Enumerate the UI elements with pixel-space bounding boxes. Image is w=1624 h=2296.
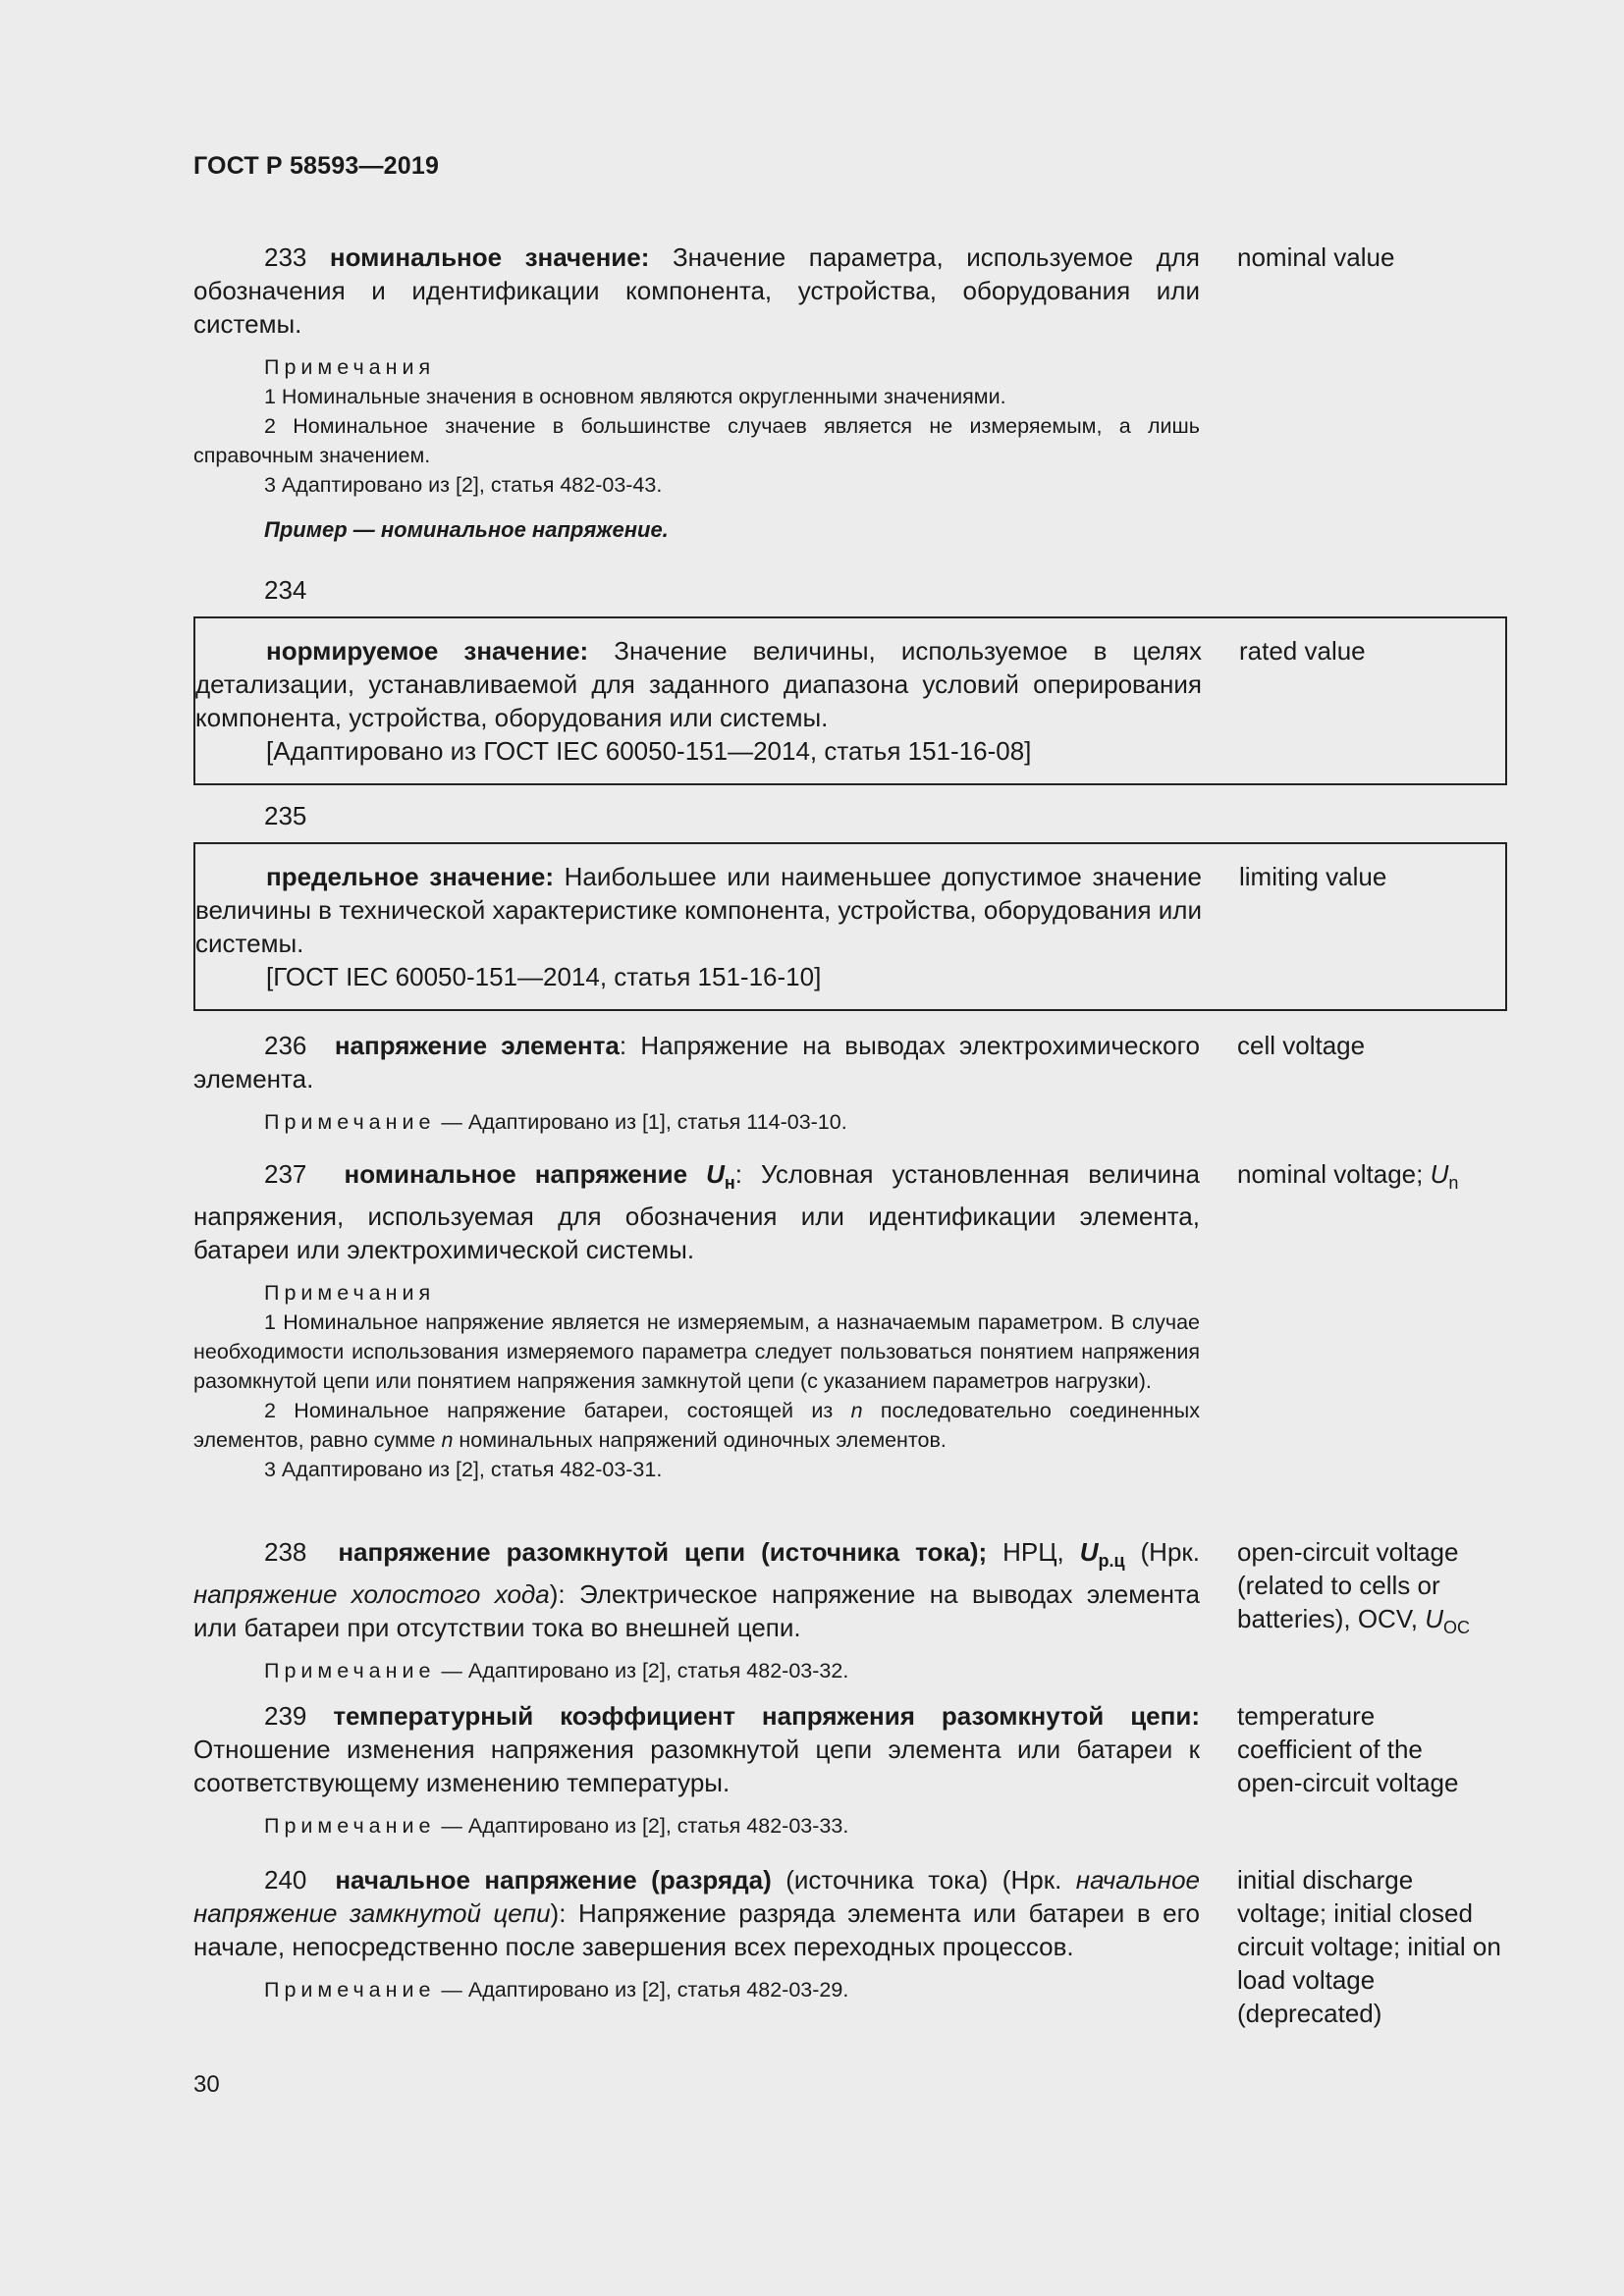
term: нормируемое значение: [266, 636, 589, 666]
term: номинальное напряжение [344, 1159, 707, 1189]
definition: предельное значение: Наибольшее или наименьшее допустимое значение величины в технической характеристике компонента, устройства, оборудования или системы. [195, 862, 1202, 958]
note: Примечание — Адаптировано из [2], статья 482-03-32. [264, 1659, 849, 1683]
term: начальное напряжение (разряда) [335, 1865, 772, 1895]
example: Пример — номинальное напряжение. [264, 517, 669, 542]
deprecated-term: начальное напряжение замкнутой цепи [193, 1865, 1200, 1928]
entry-235-box [193, 842, 1507, 1011]
note: Примечание — Адаптировано из [2], статья 482-03-29. [264, 1978, 849, 2002]
english-term: open-circuit voltage (related to cells or batteries), OCV, $U_{OC}$ [1237, 1537, 1471, 1638]
definition: 238 напряжение разомкнутой цепи (источника тока); НРЦ, $U_{р.ц}$ (Нрк. напряжение холостого хода): Электрическое напряжение на выводах элемента или батареи при отсутствии тока во внешней цепи. [193, 1537, 1200, 1643]
term: номинальное значение: [329, 242, 650, 272]
symbol: U [1079, 1537, 1099, 1567]
definition: 233 номинальное значение: Значение параметра, используемое для обозначения и идентификации компонента, устройства, оборудования или системы. [193, 242, 1200, 339]
entry-234-box [193, 616, 1507, 785]
note: Примечание — Адаптировано из [2], статья 482-03-33. [264, 1814, 849, 1838]
entry-number-234: 234 [264, 575, 307, 605]
document-header: ГОСТ Р 58593—2019 [193, 152, 440, 180]
definition: 239 температурный коэффициент напряжения разомкнутой цепи: Отношение изменения напряжения разомкнутой цепи элемента или батареи к соответствующему изменению температуры. [193, 1701, 1200, 1797]
page-number: 30 [193, 2071, 220, 2098]
term: предельное значение: [266, 862, 554, 891]
notes: Примечания 1 Номинальное напряжение является не измеряемым, а назначаемым параметром. В случае необходимости использования измеряемого параметра следует пользоваться понятием напряжения разомкнутой цепи или понятием напряжения замкнутой цепи (с указанием параметров нагрузки). 2 Номинальное напряжение батареи, состоящей из n последовательно соединенных элементов, равно сумме n номинальных напряжений одиночных элементов. 3 Адаптировано из [2], статья 482-03-31. [193, 1281, 1200, 1482]
english-term: rated value [1239, 636, 1366, 666]
definition: 236 напряжение элемента: Напряжение на выводах электрохимического элемента. [193, 1031, 1200, 1094]
english-term: initial discharge voltage; initial closed circuit voltage; initial on load voltage (deprecated) [1237, 1865, 1501, 2028]
source: [ГОСТ IEC 60050-151—2014, статья 151-16-10] [266, 962, 822, 991]
term: напряжение элемента [334, 1031, 620, 1060]
english-term: nominal voltage; $U_n$ [1237, 1159, 1459, 1194]
source: [Адаптировано из ГОСТ IEC 60050-151—2014, статья 151-16-08] [266, 736, 1032, 766]
term: температурный коэффициент напряжения разомкнутой цепи: [333, 1701, 1200, 1731]
english-term: nominal value [1237, 242, 1395, 272]
term: напряжение разомкнутой цепи (источника тока); [338, 1537, 988, 1567]
english-term: cell voltage [1237, 1031, 1366, 1060]
definition: нормируемое значение: Значение величины, используемое в целях детализации, устанавливаемой для заданного диапазона условий оперирования компонента, устройства, оборудования или системы. [195, 636, 1202, 732]
definition: 237 номинальное напряжение $U_н$: Условная установленная величина напряжения, используемая для обозначения или идентификации элемента, батареи или электрохимической системы. [193, 1159, 1200, 1265]
symbol: U [706, 1159, 725, 1189]
note: Примечание — Адаптировано из [1], статья 114-03-10. [264, 1110, 847, 1134]
entry-number-235: 235 [264, 801, 307, 830]
definition: 240 начальное напряжение (разряда) (источника тока) (Нрк. начальное напряжение замкнутой цепи): Напряжение разряда элемента или батареи в его начале, непосредственно после завершения всех переходных процессов. [193, 1865, 1200, 1961]
english-term: limiting value [1239, 862, 1387, 891]
deprecated-term: напряжение холостого хода [193, 1579, 550, 1610]
notes: Примечания 1 Номинальные значения в основном являются округленными значениями. 2 Номинальное значение в большинстве случаев является не измеряемым, а лишь справочным значением. 3 Адаптировано из [2], статья 482-03-43. [193, 355, 1200, 497]
english-term: temperature coefficient of the open-circuit voltage [1237, 1701, 1459, 1797]
